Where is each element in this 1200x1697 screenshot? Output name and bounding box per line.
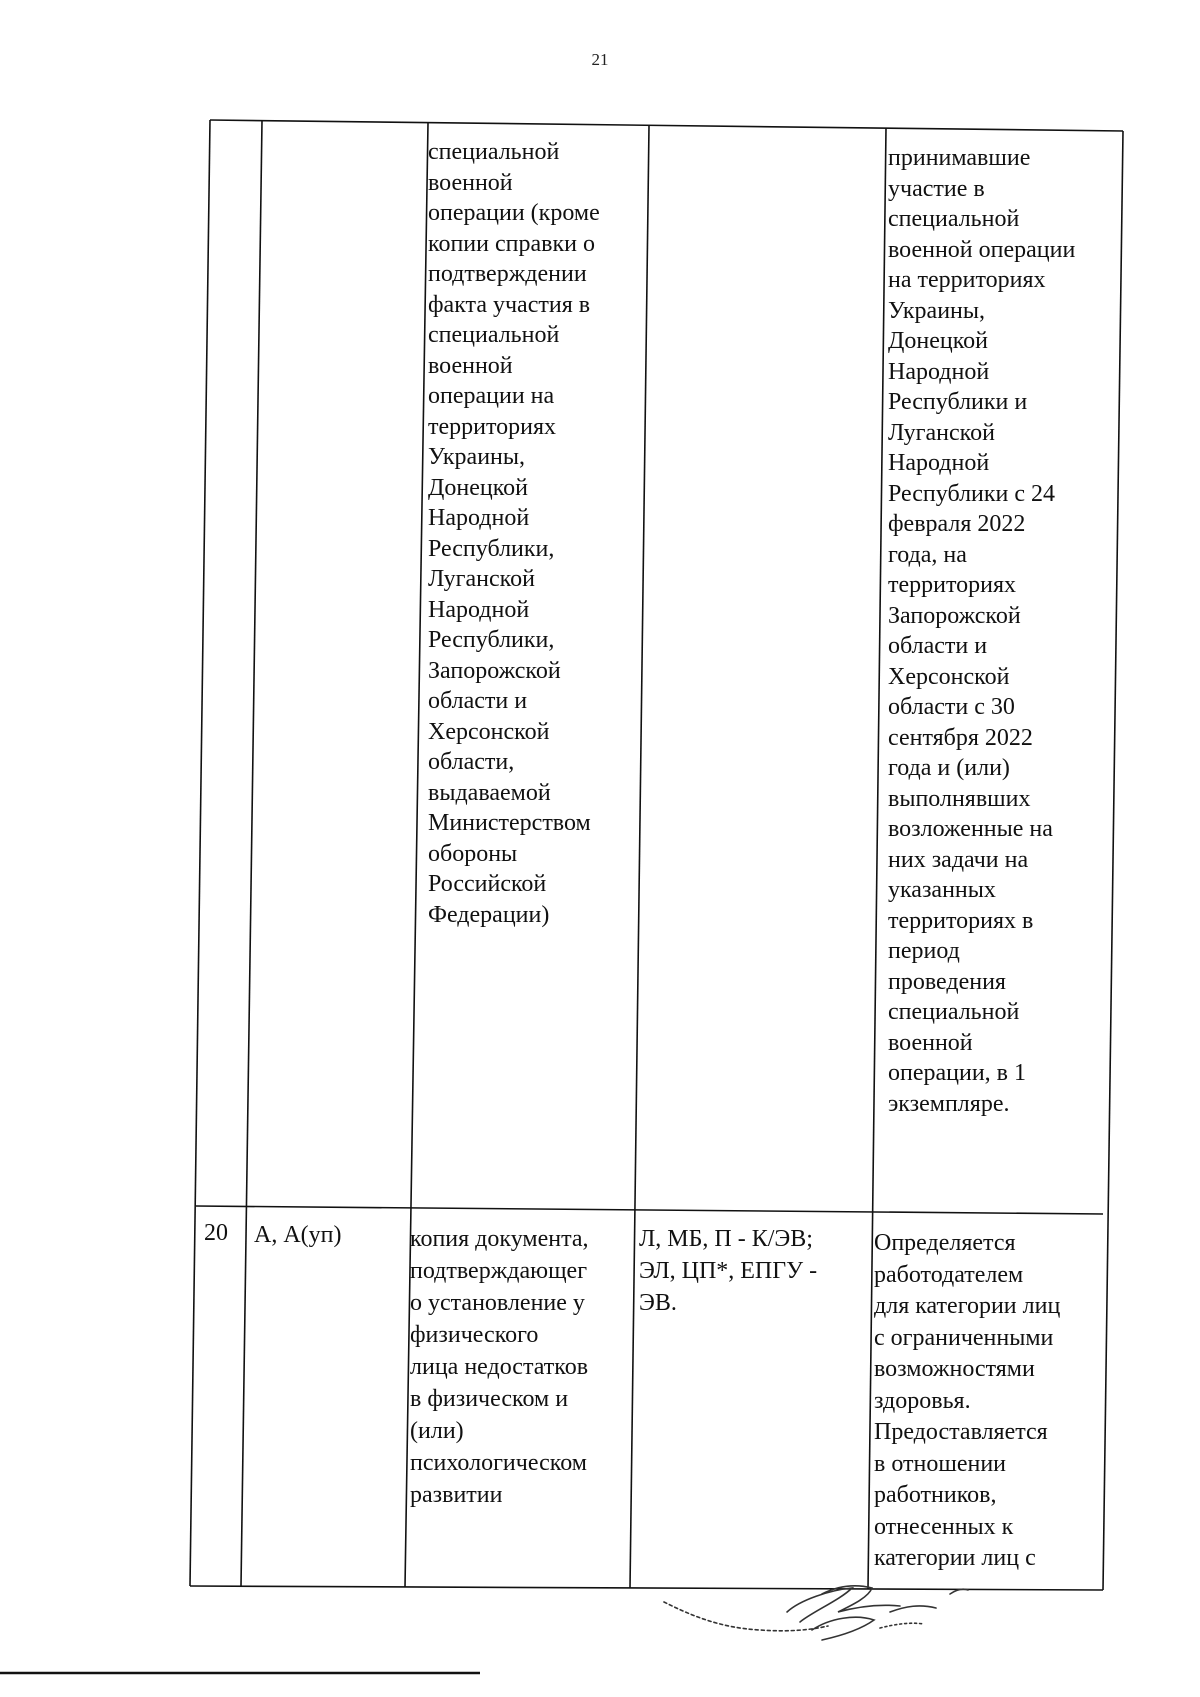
row-20-col3: копия документа, подтверждающег о установление у физического лица недостатков в физическом и (или) психологическом развитии bbox=[410, 1226, 589, 1508]
page-number: 21 bbox=[591, 50, 609, 69]
row-continued-col3: специальной военной операции (кроме копии справки о подтверждении факта участия в специальной военной операции на территориях Украины, Донецкой Народной Республики, Луганской Народной Республики, Запорожской области и Херсонской области, выдаваемой Министерством обороны Российской Федерации) bbox=[428, 139, 600, 928]
row-continued-col5: принимавшие участие в специальной военной операции на территориях Украины, Донецкой Народной Республики и Луганской Народной Республики с 24 февраля 2022 года, на территориях Запорожской области и Херсонской области с 30 сентября 2022 года и (или) выполнявших возложенные на них задачи на указанных территориях в период проведения специальной военной операции, в 1 экземпляре. bbox=[888, 145, 1076, 1117]
row-20-col4: Л, МБ, П - К/ЭВ; ЭЛ, ЦП*, ЕПГУ - ЭВ. bbox=[639, 1226, 818, 1316]
row-20-col5: Определяется работодателем для категории лиц с ограниченными возможностями здоровья. Предоставляется в отношении работников, отнесенных к категории лиц с bbox=[874, 1230, 1061, 1571]
row-20-number: 20 bbox=[204, 1220, 228, 1246]
row-20-col2: А, А(уп) bbox=[254, 1222, 342, 1248]
